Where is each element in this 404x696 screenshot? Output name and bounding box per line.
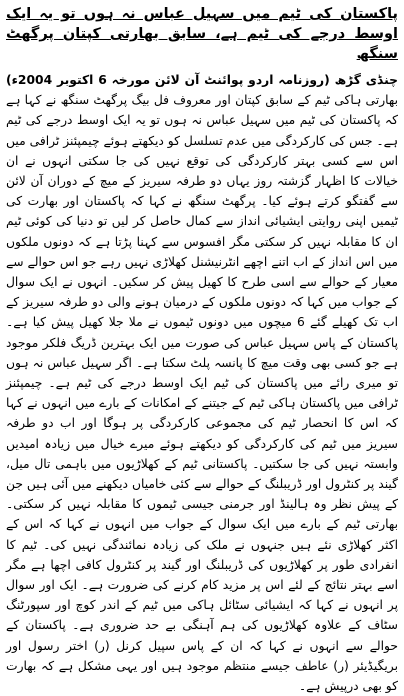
article-text: بھارتی ہاکی ٹیم کے سابق کپتان اور معروف فل بیگ پرگھٹ سنگھ نے کہا ہے کہ پاکستان کی ٹیم میں سہیل عباس نہ ہوں تو یہ ایک اوسط درجے کی ٹیم ہے۔ جس کی کارکردگی میں عدم تسلسل کو دیکھتے ہوئے چیمپئنز ٹرافی میں اس سے کسی بہتر کارکردگی کی توقع نہیں کی جا سکتی انہوں نے ان خیالات کا اظہار گزشتہ روز یہاں دو طرفہ سیریز کے میچ کے دوران آن لائن سے گفتگو کرتے ہوئے کیا۔ پرگھٹ سنگھ نے کہا کہ پاکستان اور بھارت کی ٹیمیں اپنی روایتی ایشیائی انداز سے کمال حاصل کر لیں تو دنیا کی کوئی ٹیم ان کا مقابلہ نہیں کر سکتی مگر افسوس سے کہنا پڑتا ہے کہ دونوں ملکوں میں اس انداز کے اب اتنے اچھے انٹرنیشنل کھلاڑی نہیں رہے جو اس حوالے سے معیار کے حوالے سے اسی طرح کا کھیل پیش کر سکیں۔ انہوں نے ایک سوال کے جواب میں کہا کہ دونوں ملکوں کے درمیان ہونے والی دو طرفہ سیریز کے اب تک کھیلے گئے 6 میچوں میں دونوں ٹیموں نے ملا جلا کھیل پیش کیا ہے۔ پاکستان کے پاس سہیل عباس کی صورت میں ایک بہترین ڈریگ فلکر موجود ہے جو کسی بھی وقت میچ کا پانسہ پلٹ سکتا ہے۔ اگر سہیل عباس نہ ہوں تو میری رائے میں پاکستان کی ٹیم ایک اوسط درجے کی ٹیم ہے۔ چیمپئنز ٹرافی میں پاکستان ہاکی ٹیم کے جیتنے کے امکانات کے بارے میں انہوں نے کہا کہ اس کا انحصار ٹیم کی مجموعی کارکردگی پر ہوگا اور اب دو طرفہ سیریز میں ٹیم کی کارکردگی کو دیکھتے ہوئے میرے خیال میں زیادہ امیدیں وابستہ نہیں کی جا سکتیں۔ پاکستانی ٹیم کے کھلاڑیوں میں باہمی تال میل، گیند پر کنٹرول اور ڈریبلنگ کے حوالے سے کئی خامیاں دیکھنے میں آئی ہیں جن کے پیش نظر وہ ہالینڈ اور جرمنی جیسی ٹیموں کا مقابلہ نہیں کر سکتی۔ بھارتی ٹیم کے بارے میں ایک سوال کے جواب میں انہوں نے کہا کہ اس کے اکثر کھلاڑی نئے ہیں جنہوں نے ملک کی زیادہ نمائندگی نہیں کی۔ ٹیم کا انفرادی طور پر کھلاڑیوں کی ڈریبلنگ اور گیند پر کنٹرول کافی اچھا ہے مگر اسے بہتر نتائج کے لئے اس پر مزید کام کرنے کی ضرورت ہے۔ ایک اور سوال پر انہوں نے کہا کہ ایشیائی سٹائل ہاکی میں ٹیم کے اندر کوچ اور سپورٹنگ سٹاف کے علاوہ کھلاڑیوں کی ہم آہنگی بے حد ضروری ہے۔ پاکستان کے حوالے سے انہوں نے کہا کہ ان کے پاس سپیل کرنل (ر) اختر رسول اور بریگیڈیئر (ر) عاطف جیسے منتظم موجود ہیں اور یہی مشکل ہے کہ بھارت کو بھی درپیش ہے۔ [6, 93, 398, 694]
article-dateline: چنڈی گڑھ (روزنامہ اردو پوائنٹ آن لائن مورخہ 6 اکتوبر 2004ء) [6, 73, 398, 87]
article-headline: پاکستان کی ٹیم میں سہیل عباس نہ ہوں تو یہ ایک اوسط درجے کی ٹیم ہے، سابق بھارتی کپتان پرگھٹ سنگھ [6, 6, 398, 62]
article-body [6, 70, 398, 696]
